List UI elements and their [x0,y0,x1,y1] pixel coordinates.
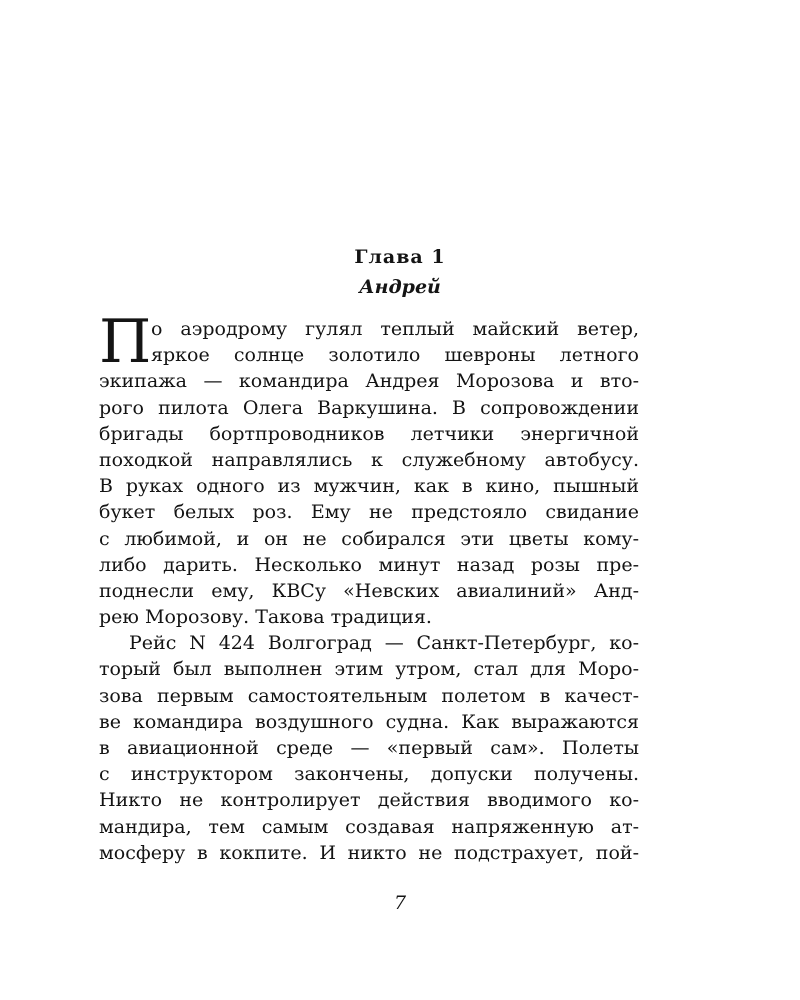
text-line: о аэродрому гулял теплый майский ветер, [151,318,639,340]
chapter-title: Глава 1 [354,246,446,268]
text-line: с инструктором закончены, допуски получены. [99,763,639,786]
text-line: яркое солнце золотило шевроны летного [151,344,639,367]
drop-cap: П [99,307,152,377]
text-line: в авиационной среде — «первый сам». Полеты [99,737,639,759]
text-line: В руках одного из мужчин, как в кино, пышный [99,475,639,498]
text-line: мандира, тем самым создавая напряженную ат- [99,815,639,838]
body-text [99,316,639,866]
text-line: походкой направлялись к служебному автобусу. [99,448,639,471]
text-line: с любимой, и он не собирался эти цветы кому- [99,527,639,550]
text-line: мосферу в кокпите. И никто не подстрахует, пой- [99,841,639,864]
text-line: торый был выполнен этим утром, стал для Моро- [99,658,639,681]
text-line: рого пилота Олега Варкушина. В сопровождении [99,396,639,419]
text-line: поднесли ему, КВСу «Невских авиалиний» Анд- [99,579,639,602]
text-line: экипажа — командира Андрея Морозова и вто- [99,370,639,393]
text-line: Никто не контролирует действия вводимого ко- [99,789,639,812]
chapter-subtitle: Андрей [359,276,441,298]
text-line: бригады бортпроводников летчики энергичной [99,422,639,445]
text-line: либо дарить. Несколько минут назад розы пре- [99,553,639,576]
page-number: 7 [393,892,407,914]
text-line: Рейс N 424 Волгоград — Санкт-Петербург, ко- [129,632,639,655]
text-line: ве командира воздушного судна. Как выражаются [99,710,639,733]
text-line: букет белых роз. Ему не предстояло свидание [99,501,639,524]
text-line: рею Морозову. Такова традиция. [99,606,432,629]
text-line: зова первым самостоятельным полетом в качест- [99,684,639,707]
